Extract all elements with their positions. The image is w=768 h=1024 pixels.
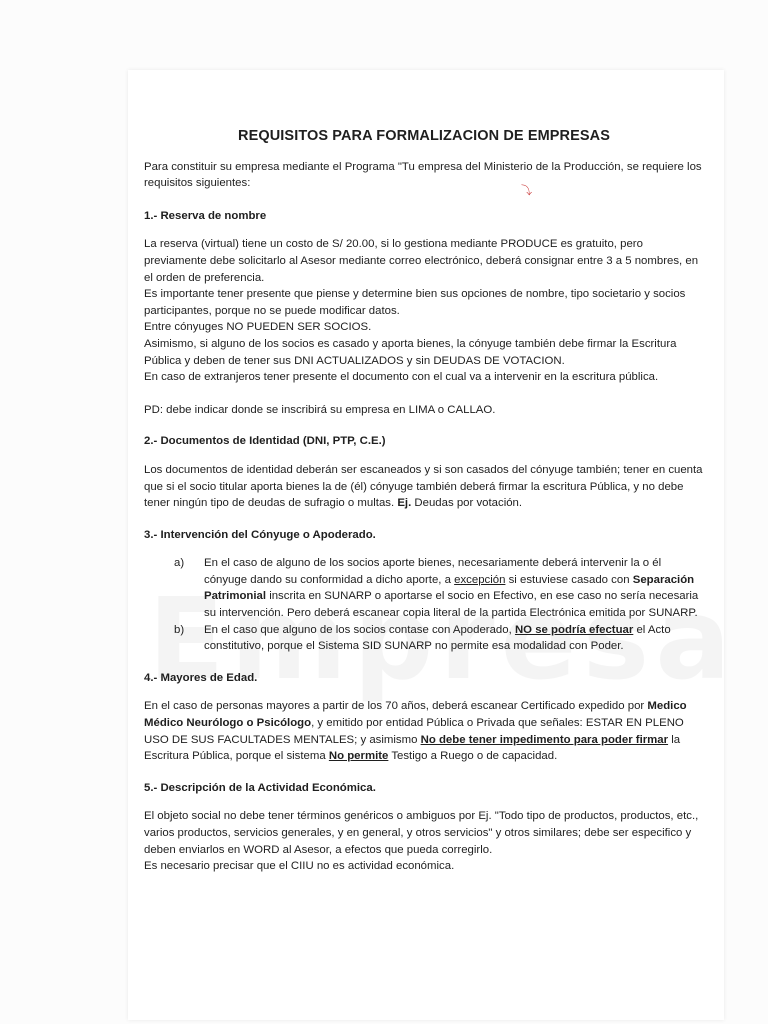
bold-text: Medico Médico Neurólogo o Psicólogo (144, 700, 687, 730)
text-run: inscrita en SUNARP o aportarse el socio en Efectivo, en ese caso no sería necesaria su intervención. Pero deberá escanear copia literal de la partida Electrónica emitida por SUNARP. (204, 590, 699, 620)
paragraph: Es importante tener presente que piense y determine bien sus opciones de nombre, tipo societario y socios participantes, porque no se puede modificar datos. (144, 288, 686, 317)
requirement-list (144, 555, 704, 655)
section-heading: 1.- Reserva de nombre (144, 209, 267, 222)
list-item-label: a) (174, 557, 185, 570)
paragraph: La reserva (virtual) tiene un costo de S/ 20.00, si lo gestiona mediante PRODUCE es gratuito, pero previamente debe solicitarlo al Asesor mediante correo electrónico, deberá consignar entre 3 a 5 nombres, en el orden de preferencia. (144, 238, 699, 284)
paragraph: En caso de extranjeros tener presente el documento con el cual va a intervenir en la escritura pública. (144, 371, 659, 384)
intro-paragraph: Para constituir su empresa mediante el Programa "Tu empresa del Ministerio de la Producción, se requiere los requisitos siguientes: (144, 160, 702, 190)
section-heading: 5.- Descripción de la Actividad Económica. (144, 781, 376, 794)
paragraph-pd: PD: debe indicar donde se inscribirá su empresa en LIMA o CALLAO. (144, 403, 496, 416)
text-run: En el caso de personas mayores a partir de los 70 años, deberá escanear Certificado expedido por (144, 700, 648, 713)
bold-underlined-text: NO se podría efectuar (514, 623, 634, 636)
bold-underlined-text: No debe tener impedimento para poder firmar (420, 733, 669, 746)
red-pen-mark-icon: ⤵ (521, 185, 532, 197)
paragraph: El objeto social no debe tener términos genéricos o ambiguos por Ej. "Todo tipo de productos, productos, etc., varios productos, servicios generales, y en general, y otros servicios" y otros similares; debe ser especifico y deben enviarlos en WORD al Asesor, a efectos que pueda corregirlo. (144, 810, 699, 856)
bold-text: Separación Patrimonial (204, 573, 695, 603)
document-sheet (128, 70, 724, 1020)
paragraph: Asimismo, si alguno de los socios es casado y aporta bienes, la cónyuge también debe firmar la Escritura Pública y deben de tener sus DNI ACTUALIZADOS y sin DEUDAS DE VOTACION. (144, 337, 677, 367)
section-heading: 2.- Documentos de Identidad (DNI, PTP, C.E.) (144, 435, 386, 448)
section-heading: 3.- Intervención del Cónyuge o Apoderado. (144, 528, 376, 541)
paragraph (144, 462, 704, 512)
bold-text: Ej. (397, 497, 412, 510)
paragraph (144, 698, 704, 764)
text-run: Los documentos de identidad deberán ser escaneados y si son casados del cónyuge también; tener en cuenta que si el socio titular aporta bienes la de (él) cónyuge también deberá firmar la escritura Pública, y no debe tener ningún tipo de deudas de sufragio o multas. (144, 463, 703, 510)
text-run: Deudas por votación. (411, 497, 523, 510)
document-title: REQUISITOS PARA FORMALIZACION DE EMPRESAS (238, 128, 610, 144)
text-run: , y emitido por entidad Pública o Privada que señales: ESTAR EN PLENO USO DE SUS FACULTADES MENTALES; y asimismo (144, 717, 684, 746)
document-content (144, 128, 704, 875)
text-run: En el caso que alguno de los socios contase con Apoderado, (204, 623, 515, 636)
list-item-label: b) (174, 623, 185, 636)
paragraph: Es necesario precisar que el CIIU no es actividad económica. (144, 860, 455, 873)
paragraph: Entre cónyuges NO PUEDEN SER SOCIOS. (144, 321, 372, 334)
section-actividad-economica (144, 780, 704, 875)
text-run: Testigo a Ruego o de capacidad. (388, 750, 558, 763)
text-run: la Escritura Pública, porque el sistema (144, 733, 681, 763)
section-heading: 4.- Mayores de Edad. (144, 671, 258, 684)
list-item (144, 555, 704, 621)
section-documentos-identidad (144, 433, 704, 511)
section-reserva-nombre (144, 208, 704, 419)
text-run: si estuviese casado con (505, 573, 633, 586)
list-item (144, 622, 704, 655)
section-mayores-edad (144, 670, 704, 765)
text-run: el Acto constitutivo, porque el Sistema SID SUNARP no permite esa modalidad con Poder. (204, 623, 671, 653)
bold-underlined-text: No permite (328, 750, 389, 763)
section-intervencion-conyuge (144, 527, 704, 655)
text-run: En el caso de alguno de los socios aporte bienes, necesariamente deberá intervenir la o él cónyuge dando su conformidad a dicho aporte, a (204, 557, 662, 586)
underlined-text: excepción (454, 573, 506, 586)
